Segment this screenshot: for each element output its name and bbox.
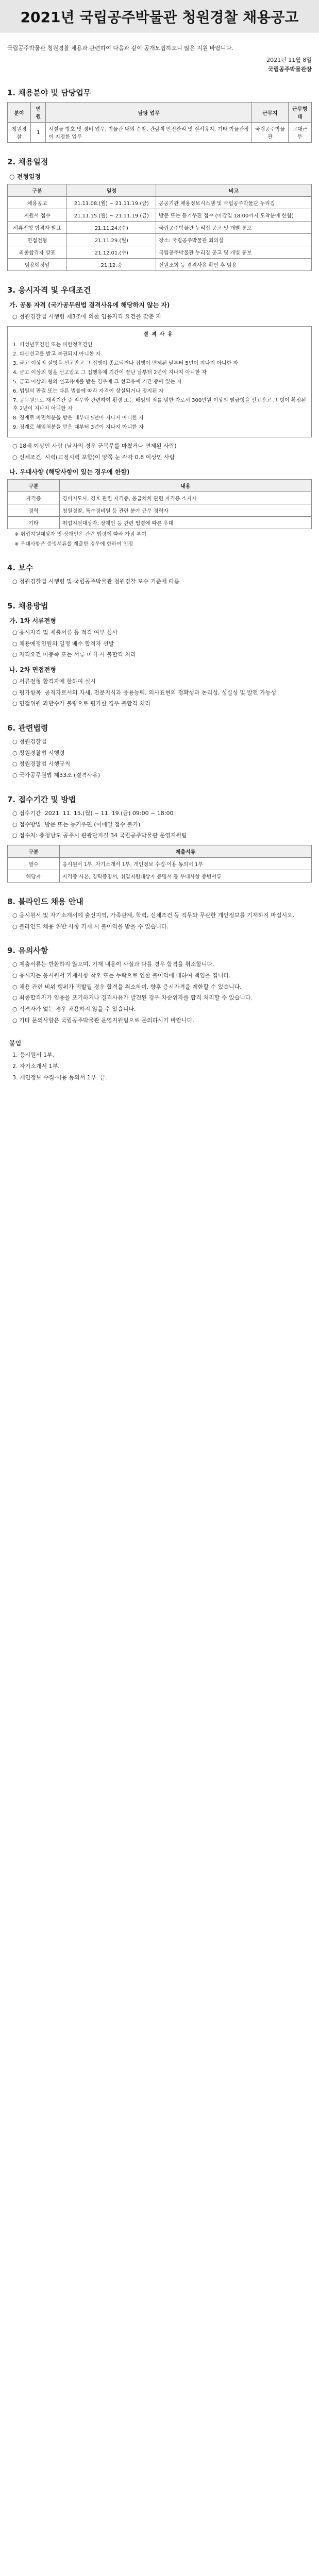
section-schedule bbox=[7, 156, 312, 271]
paragraph: ○ 청원경찰법 시행령 제3조에 의한 임용자격 요건을 갖춘 자 bbox=[12, 313, 161, 320]
table-cell: 공공기관 채용정보시스템 및 국립공주박물관 누리집 bbox=[156, 197, 312, 209]
list-item: ○ 적격자가 없는 경우 채용하지 않을 수 있습니다. bbox=[12, 1006, 136, 1013]
table-cell: 자격증 bbox=[8, 492, 60, 504]
table-row bbox=[8, 123, 312, 143]
list-item: ○ 자격요건 미충족 또는 서류 미비 시 불합격 처리 bbox=[12, 651, 136, 658]
attachment-item: 2. 자기소개서 1부. bbox=[12, 1063, 60, 1070]
section-title: 2. 채용일정 bbox=[7, 157, 48, 167]
table-header: 구분 bbox=[8, 184, 67, 197]
table-header: 근무지 bbox=[252, 103, 288, 123]
list-item: 4. 금고 이상의 형을 선고받고 그 집행유예 기간이 끝난 날부터 2년이 지나지 아니한 자 bbox=[13, 369, 207, 376]
table-cell: 21.12.중 bbox=[67, 259, 156, 271]
section-title: 9. 유의사항 bbox=[7, 946, 48, 956]
table-row bbox=[8, 222, 312, 234]
schedule-table bbox=[7, 184, 312, 271]
disqualification-list bbox=[13, 341, 306, 432]
subsection-title: 나. 우대사항 (해당사항이 있는 경우에 한함) bbox=[9, 468, 130, 476]
table-header-row bbox=[8, 103, 312, 123]
list-item: 5. 금고 이상의 형의 선고유예를 받은 경우에 그 선고유예 기간 중에 있는 자 bbox=[13, 379, 182, 385]
section-related-laws bbox=[7, 722, 312, 781]
section-attachments bbox=[7, 1039, 312, 1082]
table-cell: 채용공고 bbox=[8, 197, 67, 209]
list-item: ○ 국가공무원법 제33조 (결격사유) bbox=[12, 772, 100, 779]
table-header: 일정 bbox=[67, 184, 156, 197]
table-cell: 21.11.29.(월) bbox=[67, 234, 156, 246]
table-row bbox=[8, 234, 312, 246]
table-header: 구분 bbox=[8, 480, 60, 492]
section-title: 1. 채용분야 및 담당업무 bbox=[7, 88, 91, 98]
table-row bbox=[8, 492, 312, 504]
section-recruitment-field bbox=[7, 87, 312, 143]
table-header-row bbox=[8, 184, 312, 197]
table-row bbox=[8, 259, 312, 271]
table-cell: 신원조회 등 결격사유 확인 후 임용 bbox=[156, 259, 312, 271]
table-cell: 청원경찰, 특수경비원 등 관련 분야 근무 경력자 bbox=[60, 504, 312, 517]
section-selection-method bbox=[7, 600, 312, 709]
table-header: 분야 bbox=[8, 103, 31, 123]
table-cell: 국립공주박물관 bbox=[252, 123, 288, 143]
subsection-title: 가. 1차 서류전형 bbox=[9, 617, 56, 624]
list-item: ○ 서류전형 합격자에 한하여 실시 bbox=[12, 678, 96, 685]
table-row bbox=[8, 197, 312, 209]
section-title: 5. 채용방법 bbox=[7, 601, 48, 611]
table-row bbox=[8, 517, 312, 529]
paragraph: ○ 청원경찰법 시행령 및 국립공주박물관 청원경찰 보수 기준에 따름 bbox=[12, 578, 180, 585]
list-item: 8. 징계로 파면처분을 받은 때부터 5년이 지나지 아니한 자 bbox=[13, 415, 144, 421]
table-cell: 경력 bbox=[8, 504, 60, 517]
note-text: ※ 우대사항은 증빙서류를 제출한 경우에 한하여 인정 bbox=[14, 541, 133, 548]
list-item: ○ 기타 문의사항은 국립공주박물관 운영지원팀으로 문의하시기 바랍니다. bbox=[12, 1016, 194, 1024]
table-header-row bbox=[8, 845, 312, 857]
table-row bbox=[8, 504, 312, 517]
list-item: ○ 응시자격 및 제출서류 등 적격 여부 심사 bbox=[12, 629, 118, 636]
announcement-body bbox=[0, 32, 319, 1082]
table-cell: 면접전형 bbox=[8, 234, 67, 246]
table-header: 비고 bbox=[156, 184, 312, 197]
table-cell: 최종합격자 발표 bbox=[8, 246, 67, 259]
section-title: 7. 접수기간 및 방법 bbox=[7, 794, 76, 804]
table-cell: 시설물 방호 및 경비 업무, 박물관 내외 순찰, 관람객 안전관리 및 질서유지, 기타 박물관장이 지정한 업무 bbox=[46, 123, 252, 143]
table-cell: 21.11.24.(수) bbox=[67, 222, 156, 234]
table-row bbox=[8, 857, 312, 870]
table-cell: 해당자 bbox=[8, 870, 60, 882]
attachment-item: 1. 응시원서 1부. bbox=[12, 1052, 55, 1059]
subsection-title: 나. 2차 면접전형 bbox=[9, 666, 56, 674]
announcement-org: 국립공주박물관장 bbox=[267, 65, 312, 73]
table-header: 근무형태 bbox=[288, 103, 311, 123]
section-salary bbox=[7, 562, 312, 587]
table-cell: 21.11.15.(월) ~ 21.11.19.(금) bbox=[67, 209, 156, 222]
table-cell: 청원경찰 bbox=[8, 123, 31, 143]
list-item: ○ 응시원서 및 자기소개서에 출신지역, 가족관계, 학력, 신체조건 등 직무와 무관한 개인정보를 기재하지 마십시오. bbox=[12, 911, 295, 919]
table-header-row bbox=[8, 480, 312, 492]
list-item: ○ 청원경찰법 시행령 bbox=[12, 749, 65, 756]
table-cell: 기타 bbox=[8, 517, 60, 529]
note-text: ※ 취업지원대상자 및 장애인은 관련 법령에 따라 가점 부여 bbox=[14, 532, 146, 538]
preference-table bbox=[7, 479, 312, 529]
table-cell: 21.12.01.(수) bbox=[67, 246, 156, 259]
table-cell: 서류전형 합격자 발표 bbox=[8, 222, 67, 234]
box-title: 결격사유 bbox=[143, 331, 176, 337]
table-cell: 필수 bbox=[8, 857, 60, 870]
section-blind-hiring bbox=[7, 896, 312, 931]
announcement-meta bbox=[7, 56, 312, 74]
table-header: 내용 bbox=[60, 480, 312, 492]
list-item: ○ 제출서류는 반환하지 않으며, 기재 내용이 사실과 다를 경우 합격을 취소합니다. bbox=[12, 961, 214, 968]
table-cell: 취업지원대상자, 장애인 등 관련 법령에 따른 우대 bbox=[60, 517, 312, 529]
paragraph: ○ 신체조건: 시력(교정시력 포함)이 양쪽 눈 각각 0.8 이상인 사람 bbox=[12, 453, 175, 461]
table-header: 인원 bbox=[31, 103, 46, 123]
list-item: ○ 접수방법: 방문 또는 등기우편 (이메일 접수 불가) bbox=[12, 821, 141, 828]
list-item: ○ 면접위원 과반수가 불량으로 평가한 경우 불합격 처리 bbox=[12, 700, 150, 707]
subsection-title: ○ 전형일정 bbox=[9, 173, 41, 181]
list-item: ○ 접수기간: 2021. 11. 15.(월) ~ 11. 19.(금) 09:00 ~ 18:00 bbox=[12, 809, 174, 817]
table-cell: 방문 또는 등기우편 접수 (마감일 18:00까지 도착분에 한함) bbox=[156, 209, 312, 222]
table-cell: 장소: 국립공주박물관 회의실 bbox=[156, 234, 312, 246]
table-header: 제출서류 bbox=[60, 845, 312, 857]
table-row bbox=[8, 870, 312, 882]
page-title: 2021년 국립공주박물관 청원경찰 채용공고 bbox=[20, 9, 299, 26]
list-item: ○ 채용 관련 비위 행위가 적발될 경우 합격을 취소하며, 향후 응시자격을 제한할 수 있습니다. bbox=[12, 983, 242, 990]
section-application bbox=[7, 794, 312, 883]
list-item: 2. 파산선고를 받고 복권되지 아니한 자 bbox=[13, 351, 101, 357]
table-cell: 21.11.08.(월) ~ 21.11.19.(금) bbox=[67, 197, 156, 209]
list-item: 3. 금고 이상의 실형을 선고받고 그 집행이 종료되거나 집행이 면제된 날부터 5년이 지나지 아니한 자 bbox=[13, 360, 239, 366]
list-item: ○ 평가항목: 공직자로서의 자세, 전문지식과 응용능력, 의사표현의 정확성과 논리성, 성실성 및 발전 가능성 bbox=[12, 689, 277, 696]
section-title: 8. 블라인드 채용 안내 bbox=[7, 896, 83, 906]
list-item: 1. 피성년후견인 또는 피한정후견인 bbox=[13, 342, 93, 348]
table-row bbox=[8, 209, 312, 222]
table-row bbox=[8, 246, 312, 259]
list-item: ○ 최종합격자가 임용을 포기하거나 결격사유가 발견된 경우 차순위자를 합격 처리할 수 있습니다. bbox=[12, 994, 253, 1002]
announcement-date: 2021년 11월 8일 bbox=[266, 57, 312, 64]
attachments-title: 붙임 bbox=[9, 1040, 22, 1047]
list-item: ○ 채용예정인원의 일정 배수 합격자 선발 bbox=[12, 640, 114, 647]
table-cell: 국립공주박물관 누리집 공고 및 개별 통보 bbox=[156, 246, 312, 259]
list-item: ○ 접수처: 충청남도 공주시 관광단지길 34 국립공주박물관 운영지원팀 bbox=[12, 832, 187, 839]
disqualification-box bbox=[7, 326, 312, 437]
section-title: 4. 보수 bbox=[7, 563, 33, 573]
section-title: 6. 관련법령 bbox=[7, 723, 48, 733]
table-header: 담당 업무 bbox=[46, 103, 252, 123]
table-cell: 자격증 사본, 경력증명서, 취업지원대상자 증명서 등 우대사항 증빙서류 bbox=[60, 870, 312, 882]
table-cell: 1 bbox=[31, 123, 46, 143]
paragraph: ○ 18세 이상인 사람 (남자의 경우 군복무를 마쳤거나 면제된 사람) bbox=[12, 442, 177, 449]
header-bar bbox=[0, 0, 319, 32]
list-item: 9. 징계로 해임처분을 받은 때부터 3년이 지나지 아니한 자 bbox=[13, 424, 144, 430]
section-qualifications bbox=[7, 284, 312, 549]
table-header: 구분 bbox=[8, 845, 60, 857]
documents-table bbox=[7, 845, 312, 883]
section-precautions bbox=[7, 945, 312, 1025]
list-item: ○ 청원경찰법 시행규칙 bbox=[12, 760, 71, 768]
table-cell: 지원서 접수 bbox=[8, 209, 67, 222]
table-cell: 교대근무 bbox=[288, 123, 311, 143]
list-item: 6. 법원의 판결 또는 다른 법률에 따라 자격이 상실되거나 정지된 자 bbox=[13, 388, 164, 394]
list-item: ○ 청원경찰법 bbox=[12, 738, 47, 745]
subsection-title: 가. 공통 자격 (국가공무원법 결격사유에 해당하지 않는 자) bbox=[9, 301, 170, 309]
attachment-item: 3. 개인정보 수집·이용 동의서 1부. 끝. bbox=[12, 1074, 107, 1081]
table-cell: 경비지도사, 경호 관련 자격증, 응급처치 관련 자격증 소지자 bbox=[60, 492, 312, 504]
list-item: 7. 공무원으로 재직기간 중 직무와 관련하여 횡령 또는 배임의 죄를 범한 자로서 300만원 이상의 벌금형을 선고받고 그 형이 확정된 후 2년이 지나지 아니한 자 bbox=[13, 397, 306, 412]
section-title: 3. 응시자격 및 우대조건 bbox=[7, 285, 91, 295]
table-cell: 임용예정일 bbox=[8, 259, 67, 271]
table-cell: 국립공주박물관 누리집 공고 및 개별 통보 bbox=[156, 222, 312, 234]
page bbox=[0, 0, 319, 1105]
recruitment-table bbox=[7, 102, 312, 143]
intro-text: 국립공주박물관 청원경찰 채용과 관련하여 다음과 같이 공개모집하오니 많은 지원 바랍니다. bbox=[7, 45, 233, 52]
table-cell: 응시원서 1부, 자기소개서 1부, 개인정보 수집·이용 동의서 1부 bbox=[60, 857, 312, 870]
list-item: ○ 블라인드 채용 위반 사항 기재 시 불이익을 받을 수 있습니다. bbox=[12, 923, 169, 930]
list-item: ○ 응시자는 응시원서 기재사항 착오 또는 누락으로 인한 불이익에 대하여 책임을 집니다. bbox=[12, 972, 231, 979]
